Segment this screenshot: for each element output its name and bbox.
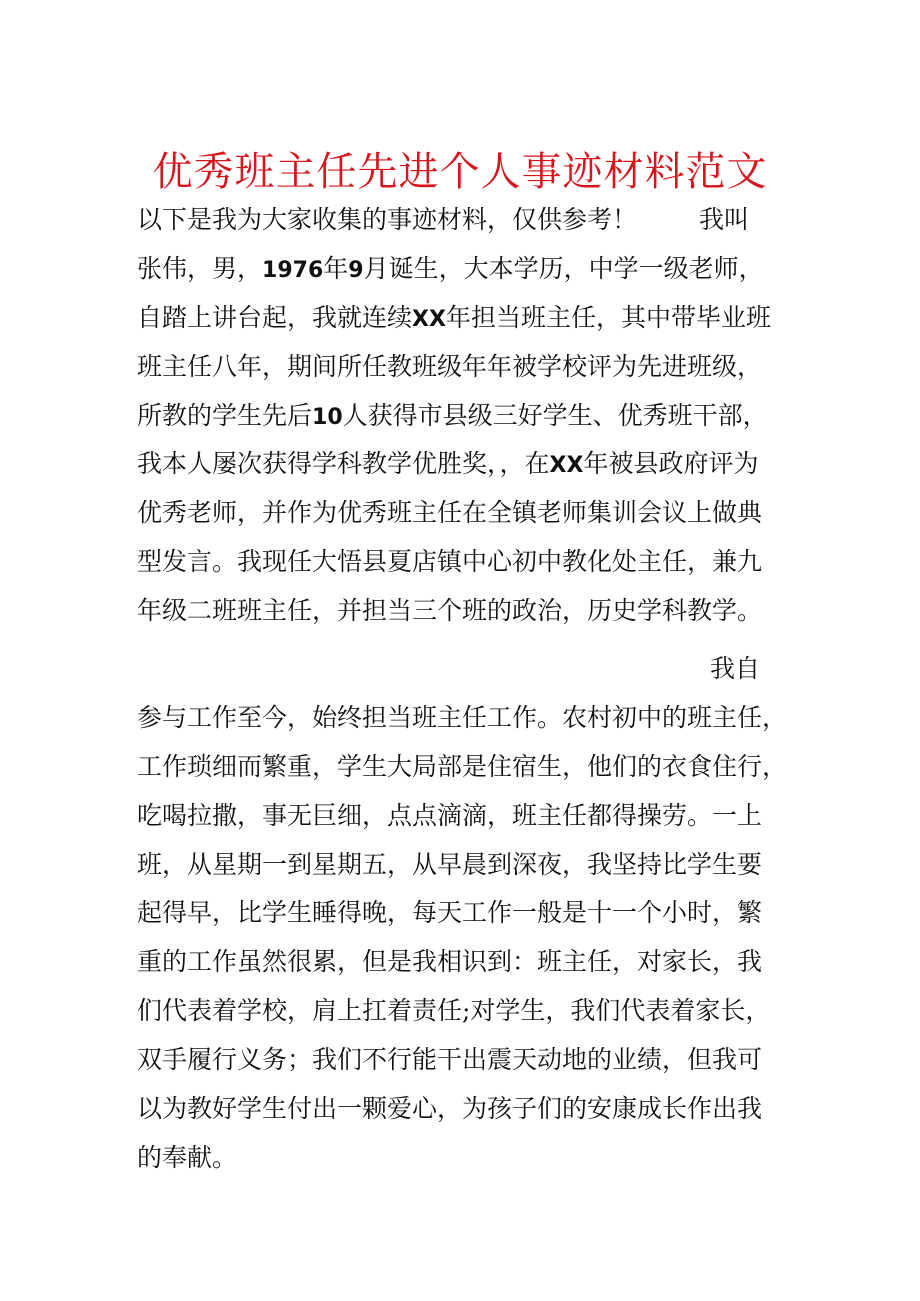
paragraph2-line: 吃喝拉撒，事无巨细，点点滴滴，班主任都得操劳。一上: [137, 800, 763, 830]
document-title: 优秀班主任先进个人事迹材料范文: [152, 149, 768, 195]
paragraph2-line: 以为教好学生付出一颗爱心，为孩子们的安康成长作出我: [137, 1094, 763, 1124]
paragraph1-line: 所教的学生先后10人获得市县级三好学生、优秀班干部，: [137, 400, 768, 430]
birth-year: 1976: [262, 257, 324, 283]
intro-text: 以下是我为大家收集的事迹材料，仅供参考！: [137, 205, 638, 234]
paragraph2-line: 起得早，比学生睡得晚，每天工作一般是十一个小时，繁: [137, 898, 763, 928]
birth-month: 9: [348, 257, 364, 283]
paragraph2-line: 工作琐细而繁重，学生大局部是住宿生，他们的衣食住行，: [137, 751, 788, 781]
intro-line: [137, 196, 817, 245]
paragraph1-line: 优秀老师，并作为优秀班主任在全镇老师集训会议上做典: [137, 498, 763, 528]
paragraph1-line: 型发言。我现任大悟县夏店镇中心初中教化处主任，兼九: [137, 547, 763, 577]
paragraph1-line: 自踏上讲台起，我就连续XX年担当班主任，其中带毕业班: [137, 302, 771, 332]
paragraph2-line: 双手履行义务；我们不行能干出震天动地的业绩，但我可: [137, 1045, 763, 1075]
paragraph1-line: 我本人屡次获得学科教学优胜奖，，在XX年被县政府评为: [137, 449, 759, 479]
intro-tail: 我叫: [699, 205, 750, 234]
document-body-continued: [137, 645, 817, 1183]
paragraph2-line: 的奉献。: [137, 1142, 238, 1172]
years-placeholder: XX: [412, 306, 446, 332]
document-body: [137, 196, 817, 636]
paragraph2-head: 我自: [709, 654, 760, 683]
paragraph2-line: 们代表着学校，肩上扛着责任;对学生，我们代表着家长，: [137, 996, 771, 1026]
paragraph1-line: 年级二班班主任，并担当三个班的政治，历史学科教学。: [137, 596, 763, 626]
paragraph1-line: 班主任八年，期间所任教班级年年被学校评为先进班级，: [137, 351, 763, 381]
paragraph2-line: 班，从星期一到星期五，从早晨到深夜，我坚持比学生要: [137, 849, 763, 879]
student-count: 10: [312, 404, 343, 430]
paragraph2-line: 重的工作虽然很累，但是我相识到：班主任，对家长，我: [137, 947, 763, 977]
paragraph2-line: 参与工作至今，始终担当班主任工作。农村初中的班主任，: [137, 702, 788, 732]
paragraph1-line: 张伟，男，1976年9月诞生，大本学历，中学一级老师，: [137, 253, 764, 283]
year-placeholder: XX: [549, 453, 584, 479]
